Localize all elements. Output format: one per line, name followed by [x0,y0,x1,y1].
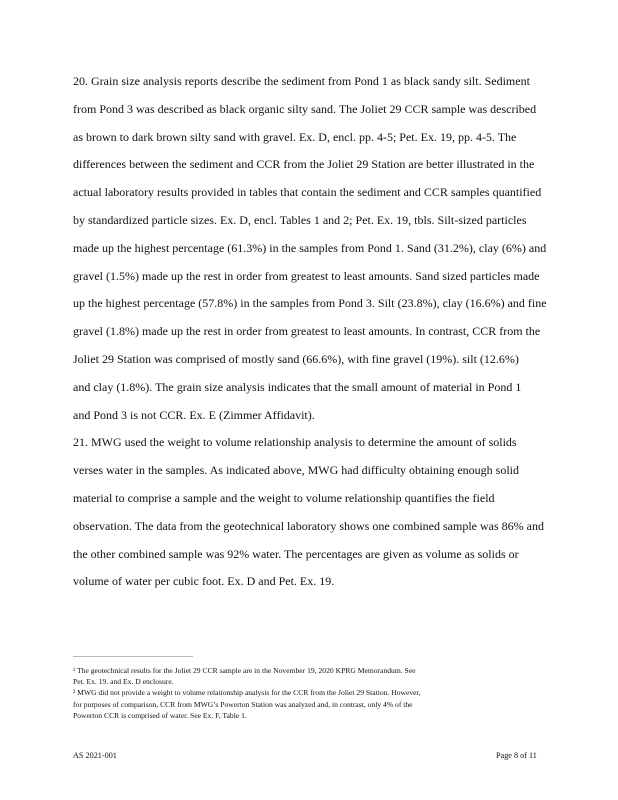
footnote-line: ¹ The geotechnical results for the Joliet 29 CCR sample are in the November 19, 2020 KPRG Memorandum. See [73,666,416,675]
footnotes [73,665,543,721]
text-line: from Pond 3 was described as black organic silty sand. The Joliet 29 CCR sample was described [73,101,537,116]
text-line: and Pond 3 is not CCR. Ex. E (Zimmer Affidavit). [73,407,315,422]
text-line: gravel (1.5%) made up the rest in order from greatest to least amounts. Sand sized particles made [73,268,540,283]
text-line: up the highest percentage (57.8%) in the samples from Pond 3. Silt (23.8%), clay (16.6%) and fine [73,296,547,311]
text-line: differences between the sediment and CCR from the Joliet 29 Station are better illustrated in the [73,157,535,172]
text-line: Joliet 29 Station was comprised of mostly sand (66.6%), with fine gravel (19%). silt (12.6%) [73,351,519,366]
text-line: observation. The data from the geotechnical laboratory shows one combined sample was 86% and [73,518,544,533]
text-line: gravel (1.8%) made up the rest in order from greatest to least amounts. In contrast, CCR from the [73,324,541,339]
footnote-line: Powerton CCR is comprised of water. See Ex. F, Table 1. [73,710,247,720]
footnote-line: for purposes of comparison, CCR from MWG’s Powerton Station was analyzed and, in contrast, only 4% of the [73,699,413,709]
body-text [73,68,573,596]
footnote-divider [73,656,193,657]
text-line: 21. MWG used the weight to volume relationship analysis to determine the amount of solids [73,435,517,450]
footnote-line: Pet. Ex. 19. and Ex. D enclosure. [73,677,174,687]
footnote-line: ² MWG did not provide a weight to volume relationship analysis for the CCR from the Joliet 29 Station. However, [73,688,421,698]
text-line: volume of water per cubic foot. Ex. D and Pet. Ex. 19. [73,574,335,589]
text-line: 20. Grain size analysis reports describe the sediment from Pond 1 as black sandy silt. Sediment [73,74,530,88]
text-line: as brown to dark brown silty sand with gravel. Ex. D, encl. pp. 4-5; Pet. Ex. 19, pp. 4-5. The [73,129,517,144]
text-line: verses water in the samples. As indicated above, MWG had difficulty obtaining enough solid [73,463,520,478]
page-number: Page 8 of 11 [496,751,537,760]
text-line: and clay (1.8%). The grain size analysis indicates that the small amount of material in Pond 1 [73,379,522,394]
text-line: actual laboratory results provided in tables that contain the sediment and CCR samples quantified [73,185,542,200]
text-line: made up the highest percentage (61.3%) in the samples from Pond 1. Sand (31.2%), clay (6%) and [73,240,547,255]
text-line: the other combined sample was 92% water. The percentages are given as volume as solids or [73,546,519,561]
text-line: by standardized particle sizes. Ex. D, encl. Tables 1 and 2; Pet. Ex. 19, tbls. Silt-sized particles [73,212,527,227]
document-id: AS 2021-001 [73,751,117,760]
text-line: material to comprise a sample and the weight to volume relationship quantifies the field [73,490,495,505]
